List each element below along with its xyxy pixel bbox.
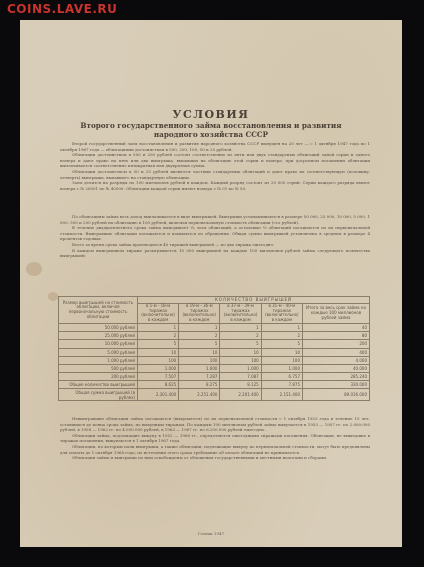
terms-mid-section <box>60 214 370 259</box>
table-row <box>59 389 370 401</box>
table-row-label: 500 рублей <box>59 364 138 372</box>
table-header-col: в 1-м - 18-м тиражах (включительно) в каждом <box>138 303 179 323</box>
paragraph: По облигациям займа весь доход выплачивается в виде выигрышей. Выигрыши устанавливаются в размере 50 000, 25 000, 10 000, 5 000, 1 000, 500 и 200 рублей на облигацию в 100 рублей, включая первоначальную стоимость облигации (сто рублей). <box>60 214 370 225</box>
table-row <box>59 340 370 348</box>
table-cell: 7.087 <box>220 373 261 381</box>
prize-table-body <box>59 323 370 401</box>
table-cell: 6.757 <box>261 373 302 381</box>
table-cell: 1 <box>138 323 179 331</box>
table-cell: 1 <box>220 323 261 331</box>
paper-stain <box>26 262 42 276</box>
table-cell: 2.301.400 <box>138 389 179 401</box>
terms-bottom-section <box>60 416 370 461</box>
bond-back-page <box>20 20 402 547</box>
page-subtitle: Второго государственного займа восстановления и развития народного хозяйства СССР <box>80 121 342 139</box>
paragraph: Облигации займа и выигрыши по ним освобождены от обложения государственными и местными налогами и сборами. <box>72 455 328 461</box>
table-cell: 285.240 <box>303 373 370 381</box>
table-row <box>59 373 370 381</box>
table-row <box>59 381 370 389</box>
paragraph: Облигации достоинством в 50 и 25 рублей являются частями стандартных облигаций и дают право на соответствующую (половину, четверть) выигрыша, выпавшего на стандартную облигацию. <box>60 168 370 180</box>
table-cell: 40.000 <box>303 364 370 372</box>
paragraph: Невыигравшие облигации займа погашаются (выкупаются) по их первоначальной стоимости с 1 октября 1953 года в течение 15 лет, оставшихся до конца срока займа, по выкупным тиражам. По каждым 100 миллионам рублей займа выкупается в 1953 — 1957 гг. по 2.000.000 рублей, в 1958 — 1962 гг. по 4.000.000 рублей, в 1963 — 1967 гг. по 6.200.000 рублей ежегодно. <box>60 416 370 433</box>
table-cell: 7.507 <box>138 373 179 381</box>
table-row-label: Общее количество выигрышей <box>59 381 138 389</box>
table-cell: 4.000 <box>303 356 370 364</box>
paragraph: Заем делится на разряды по 100 миллионов рублей в каждом. Каждый разряд состоит из 20 000 серий. Серии каждого разряда имеют номера с № 20001 по № 40000. Облигации каждой серии имеют номера с № 01 по № 50. <box>60 180 370 191</box>
table-cell: 2 <box>179 332 220 340</box>
table-cell: 5 <box>220 340 261 348</box>
table-row <box>59 323 370 331</box>
table-header-col: Итого за весь срок займа на каждые 100 миллионов рублей займа <box>303 303 370 323</box>
table-cell: 80 <box>303 332 370 340</box>
table-header-col: в 19-м - 36-м тиражах (включительно) в каждом <box>179 303 220 323</box>
table-cell: 1 <box>261 323 302 331</box>
table-cell: 1.000 <box>179 364 220 372</box>
table-cell: 100 <box>138 356 179 364</box>
table-cell: 100 <box>179 356 220 364</box>
table-row-label: Общая сумма выигрышей (в рублях) <box>59 389 138 401</box>
paragraph: В течение двадцатилетнего срока займа выигрывает ⅓, всех облигаций, а остальные ⅔ облигаций погашаются по их первоначальной стоимости. Выигравшие облигации погашаются и изымаются из обращения. Общая сумма выигрышей установлена в среднем в размере 4 процентов годовых. <box>60 225 370 242</box>
table-cell: 2.151.400 <box>261 389 302 401</box>
table-cell: 1 <box>179 323 220 331</box>
table-cell: 10 <box>261 348 302 356</box>
paragraph: Облигации, по которым пали выигрыши, а также облигации, подлежащие выкупу по первоначальной стоимости, могут быть предъявлены для оплаты до 1 октября 1968 года; по истечении этого срока требование об оплате облигаций не принимается. <box>60 443 370 455</box>
table-cell: 7.875 <box>261 381 302 389</box>
printer-mark: Гознак 1947 <box>197 531 225 536</box>
table-row-label: 25.000 рублей <box>59 332 138 340</box>
table-row-label: 10.000 рублей <box>59 340 138 348</box>
paragraph: Облигации достоинством в 500 и 200 рублей состоят соответственно из пяти или двух стандартных облигаций одной серии и одного номера и дают право на пять или два выигрыша, выпавших на облигацию этой серии и номера; при досрочном погашении облигации выплачивается соответственно пятикратная или двукратная сумма. <box>60 152 370 169</box>
table-cell: 5 <box>138 340 179 348</box>
table-cell: 8.625 <box>138 381 179 389</box>
prize-table <box>58 296 370 401</box>
paragraph: Второй государственный заем восстановления и развития народного хозяйства СССР выпущен на 20 лет — с 1 октября 1947 года по 1 октября 1967 года — облигациями достоинством в 500, 200, 100, 50 и 25 рублей. <box>60 141 370 152</box>
table-cell: 2 <box>138 332 179 340</box>
table-cell: 5 <box>261 340 302 348</box>
table-cell: 2 <box>220 332 261 340</box>
table-header-col: в 37-м - 39-м тиражах (включительно) в каждом <box>220 303 261 323</box>
table-cell: 2.201.400 <box>220 389 261 401</box>
table-cell: 10 <box>220 348 261 356</box>
table-cell: 10 <box>179 348 220 356</box>
table-cell: 2.251.400 <box>179 389 220 401</box>
table-cell: 8.125 <box>220 381 261 389</box>
table-row-label: 200 рублей <box>59 373 138 381</box>
table-cell: 1.000 <box>261 364 302 372</box>
table-cell: 8.275 <box>179 381 220 389</box>
table-row-label: 5.000 рублей <box>59 348 138 356</box>
table-cell: 5 <box>179 340 220 348</box>
table-row <box>59 356 370 364</box>
table-header-col: в 31-м - 40-м тиражах (включительно) в каждом <box>261 303 302 323</box>
terms-top-section <box>60 141 370 191</box>
paragraph: В каждом выигрышном тираже разыгрывается 10 000 выигрышей на каждые 100 миллионов рублей займа следующего количества выигрышей: <box>60 247 370 259</box>
table-row <box>59 364 370 372</box>
table-row-label: 50.000 рублей <box>59 323 138 331</box>
table-cell: 330.000 <box>303 381 370 389</box>
paragraph: Всего за время срока займа производится 40 тиражей выигрышей — по два тиража ежегодно. <box>72 241 275 247</box>
table-cell: 1.000 <box>220 364 261 372</box>
table-cell: 10 <box>138 348 179 356</box>
table-cell: 200 <box>303 340 370 348</box>
table-cell: 1.000 <box>138 364 179 372</box>
table-cell: 400 <box>303 348 370 356</box>
table-header-group: КОЛИЧЕСТВО ВЫИГРЫШЕЙ <box>138 297 370 304</box>
table-cell: 100 <box>220 356 261 364</box>
watermark-text: COINS.LAVE.RU <box>7 2 118 16</box>
table-cell: 40 <box>303 323 370 331</box>
table-row-label: 1.000 рублей <box>59 356 138 364</box>
page-title: УСЛОВИЯ <box>172 108 250 121</box>
table-cell: 7.287 <box>179 373 220 381</box>
paragraph: Облигации займа, подлежащие выкупу в 1952 — 1966 гг., определяются ежегодными тиражами погашения. Облигации, не вышедшие в тиражах погашения, выкупаются в 1 октября 1967 года. <box>60 432 370 444</box>
table-row <box>59 332 370 340</box>
table-header-size: Размер выигрышей на стоимость облигации, включая первоначальную стоимость облигации <box>59 297 138 324</box>
table-cell: 2 <box>261 332 302 340</box>
table-cell: 100 <box>261 356 302 364</box>
paper-stain <box>48 292 58 301</box>
table-row <box>59 348 370 356</box>
table-cell: 89.016.000 <box>303 389 370 401</box>
